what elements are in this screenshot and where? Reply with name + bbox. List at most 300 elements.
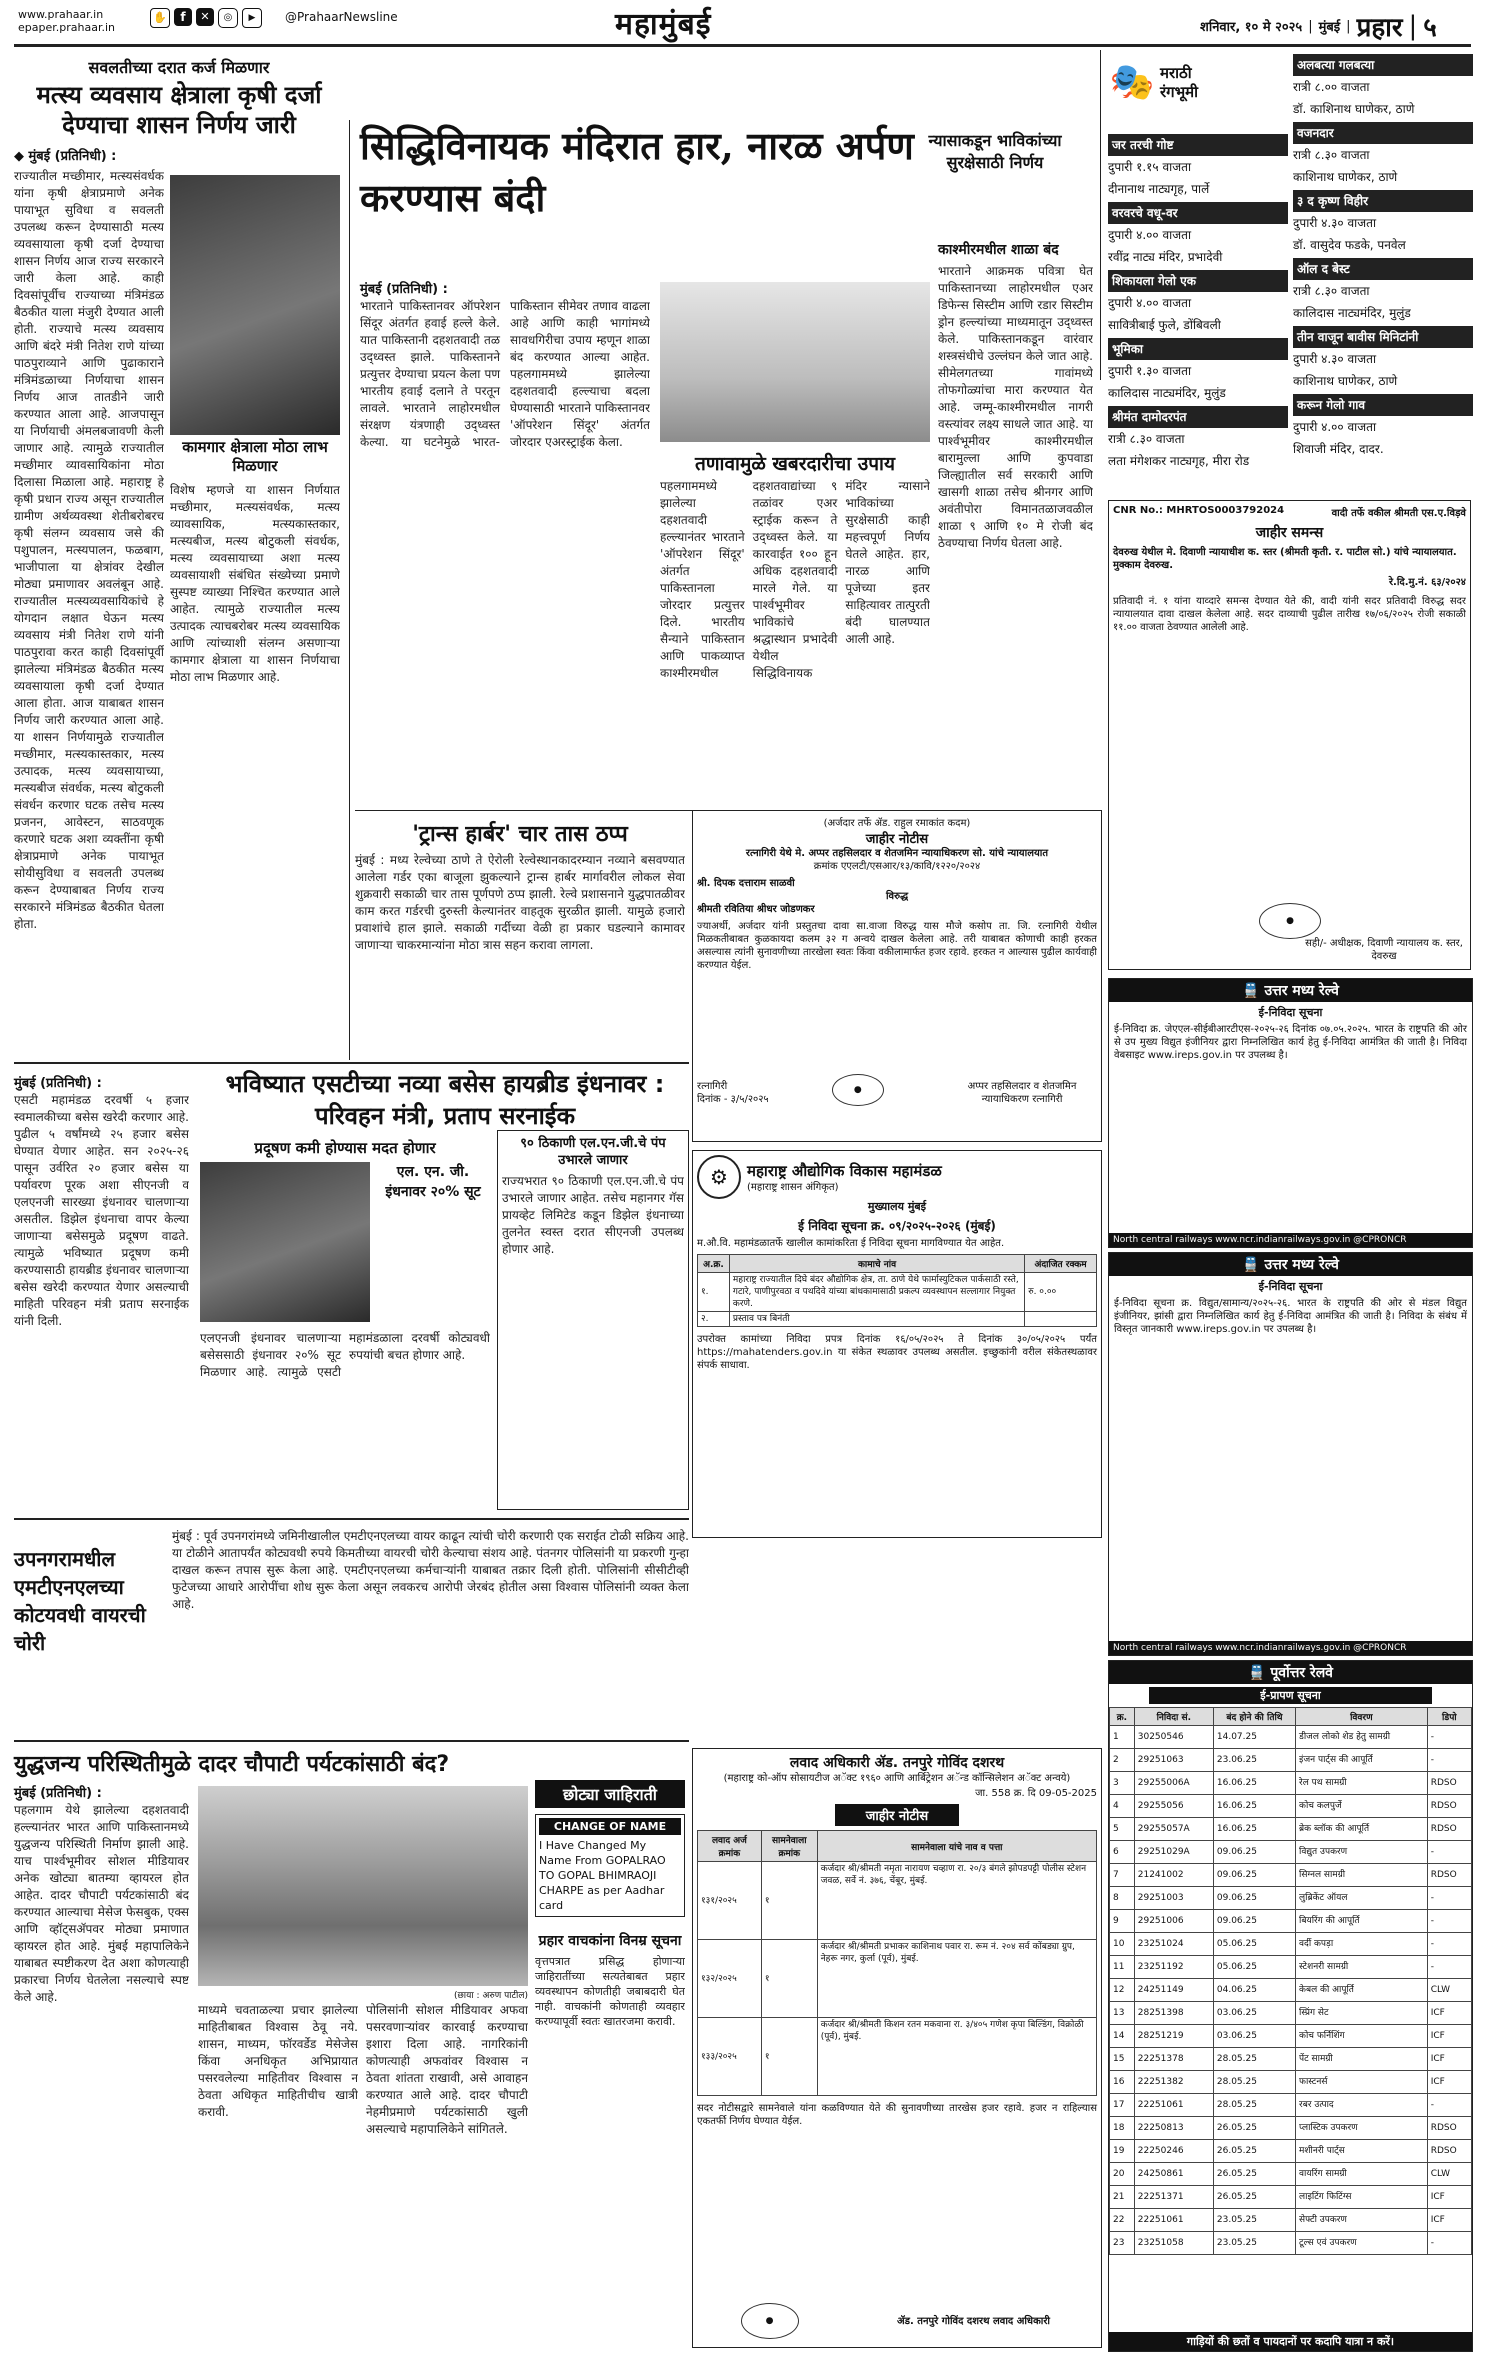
ratnagiri-against: विरुद्ध	[885, 891, 909, 902]
table-row	[1110, 2025, 1472, 2048]
midc-logo-icon: ⚙	[697, 1155, 741, 1199]
table-row	[1110, 1979, 1472, 2002]
eastern-title-bar	[1109, 1661, 1472, 1684]
ratnagiri-top: (अर्जदार तर्फे ॲड. राहुल रमाकांत कदम)	[823, 818, 971, 829]
er-cell-tender: 22250813	[1134, 2117, 1213, 2140]
temple-side-kicker: न्यासाकडून भाविकांच्या सुरक्षेसाठी निर्णय	[928, 131, 1062, 172]
table-row	[698, 1273, 1097, 1312]
railway2-title-bar	[1109, 1253, 1472, 1276]
train-icon: 🚆	[1242, 1257, 1260, 1273]
railway-notice-1	[1108, 978, 1473, 1248]
lng-pumps-body: राज्यभरात ९० ठिकाणी एल.एन.जी.चे पंप उभारले जाणार आहेत. तसेच महानगर गॅस प्रायव्हेट लिमिटेड कडून डिझेल इंधनाच्या तुलनेत स्वस्त दरात सीएनजी उपलब्ध होणार आहे.	[502, 1174, 684, 1256]
er-cell-depot: -	[1427, 1887, 1471, 1910]
fishery-byline-text: मुंबई (प्रतिनिधी) :	[28, 149, 117, 164]
er-cell-desc: पेंट सामग्री	[1296, 2048, 1428, 2071]
table-row	[698, 1862, 1097, 1940]
lawad-footer: सदर नोटीसद्वारे सामनेवाले यांना कळविण्यात येते की सुनावणीच्या तारखेस हजर रहावे. हजर न राहिल्यास एकतर्फी निर्णय घेण्यात येईल.	[697, 2103, 1097, 2127]
table-row	[1110, 1818, 1472, 1841]
table-row	[1110, 1956, 1472, 1979]
midc-tender: ई निविदा सूचना क्र. ०९/२०२५-२०२६ (मुंबई)	[798, 1219, 996, 1233]
ratnagiri-parties	[697, 877, 1097, 916]
er-cell-date: 26.05.25	[1213, 2140, 1295, 2163]
lawad-seal: ●	[741, 2303, 799, 2339]
trans-harbour-headline: 'ट्रान्स हार्बर' चार तास ठप्प	[412, 822, 628, 847]
er-cell-desc: वर्दी कपड़ा	[1296, 1933, 1428, 1956]
lawad-row-party: १	[761, 2018, 817, 2096]
lng-pumps-head: ९० ठिकाणी एल.एन.जी.चे पंप उभारले जाणार	[520, 1136, 666, 1168]
midc-col-amount: अंदाजित रक्कम	[1025, 1255, 1097, 1273]
msrtc-subhead: प्रदूषण कमी होण्यास मदत होणार	[254, 1139, 436, 1157]
sarnaik-photo	[200, 1162, 370, 1322]
er-cell-no: 15	[1110, 2048, 1135, 2071]
lawad-row-no: १३३/२०२५	[698, 2018, 762, 2096]
railway-notice-2	[1108, 1252, 1473, 1656]
er-cell-no: 6	[1110, 1841, 1135, 1864]
midc-table	[697, 1254, 1097, 1327]
show-line: भूमिका	[1108, 338, 1288, 360]
show-line: वजनदार	[1293, 122, 1473, 144]
show-line: सावित्रीबाई फुले, डोंबिवली	[1108, 318, 1221, 332]
lawad-heading: जाहीर नोटीस	[835, 1804, 959, 1826]
table-row	[1110, 2048, 1472, 2071]
show-line: श्रीमंत दामोदरपंत	[1108, 406, 1288, 428]
theft-rule	[14, 1518, 689, 1520]
er-cell-desc: लाइटिंग फिटिंग्स	[1296, 2186, 1428, 2209]
table-row	[1110, 2140, 1472, 2163]
railway2-sub: ई-निविदा सूचना	[1258, 1280, 1323, 1293]
ratnagiri-date: दिनांक - ३/५/२०२५	[697, 1094, 769, 1105]
table-row	[1110, 1933, 1472, 1956]
lawad-col-no: लवाद अर्ज क्रमांक	[698, 1831, 762, 1862]
lng-pumps-box	[497, 1130, 689, 1510]
er-cell-no: 2	[1110, 1749, 1135, 1772]
er-cell-no: 13	[1110, 2002, 1135, 2025]
midc-notice	[692, 1150, 1102, 1538]
table-row	[1110, 2117, 1472, 2140]
railway1-body: ई-निविदा क्र. जेएएल-सीईबीआरटीएस-२०२५-२६ दिनांक ०७.०५.२०२५. भारत के राष्ट्रपति की ओर से उप मुख्य विद्युत इंजीनियर द्वारा निम्नलिखित कार्य हेतु ई-निविदा आमंत्रित की जाती है। निविदा वेबसाइट www.ireps.gov.in पर उपलब्ध है।	[1114, 1024, 1467, 1061]
railway2-body: ई-निविदा सूचना क्र. विद्युत/सामान्य/२०२५-२६. भारत के राष्ट्रपति की ओर से मंडल विद्युत इंजीनियर, झांसी द्वारा निम्नलिखित कार्य हेतु ई-निविदा आमंत्रित की जाती है। निविदा के संबंध में विस्तृत जानकारी www.ireps.gov.in पर उपलब्ध है।	[1114, 1298, 1467, 1335]
lawad-row-party: १	[761, 1940, 817, 2018]
table-row	[1110, 1795, 1472, 1818]
show-line: डॉ. काशिनाथ घाणेकर, ठाणे	[1293, 102, 1415, 116]
show-line: दुपारी ४.०० वाजता	[1108, 296, 1192, 310]
er-cell-desc: केबल की आपूर्ति	[1296, 1979, 1428, 2002]
masthead-rule	[14, 44, 1471, 47]
facebook-icon[interactable]: f	[174, 8, 192, 26]
er-cell-tender: 23251058	[1134, 2232, 1213, 2255]
court-signature: सही/- अधीक्षक, दिवाणी न्यायालय क. स्तर, देवरुख	[1305, 938, 1463, 962]
table-row	[1110, 1864, 1472, 1887]
er-cell-no: 9	[1110, 1910, 1135, 1933]
er-cell-no: 5	[1110, 1818, 1135, 1841]
youtube-icon[interactable]: ▶	[242, 8, 262, 28]
table-row	[1110, 2232, 1472, 2255]
er-cell-depot: -	[1427, 2094, 1471, 2117]
court-case: रे.दि.मु.नं. ६३/२०२४	[1388, 577, 1466, 588]
msrtc-byline-text: मुंबई (प्रतिनिधी) :	[14, 1076, 102, 1091]
show-line: रात्री ८.३० वाजता	[1108, 432, 1185, 446]
er-cell-date: 04.06.25	[1213, 1979, 1295, 2002]
court-cnr: CNR No.: MHRTOS0003792024	[1113, 505, 1285, 516]
ratnagiri-applicant: श्री. दिपक दत्ताराम साळवी	[697, 878, 795, 889]
table-row	[1110, 1772, 1472, 1795]
show-line: जर तरची गोष्ट	[1108, 134, 1288, 156]
er-cell-date: 09.06.25	[1213, 1887, 1295, 1910]
table-row	[1110, 2071, 1472, 2094]
er-cell-no: 11	[1110, 1956, 1135, 1979]
midc-row-no: २.	[698, 1312, 730, 1327]
fishery-col2: विशेष म्हणजे या शासन निर्णयात मच्छीमार, मत्स्यसंवर्धक, मत्स्य व्यावसायिक, मत्स्यकास्तकार, मत्स्यबीज, मत्स्य बोटुकली संवर्धक, मत्स्य व्यवसायाच्या अशा मत्स्य व्यवसायाशी संबंधित संख्येच्या प्रमाणे सुस्पष्ट व्याख्या निश्चित करण्यात आले आहेत. त्यामुळे राज्यातील मत्स्य उत्पादक त्याचबरोबर मत्स्य व्यवसायिक आणि त्यांच्याशी संलग्न असणाऱ्या कामगार क्षेत्राला या शासन निर्णयाचा मोठा लाभ मिळणार आहे.	[170, 483, 340, 684]
show-line: कालिदास नाट्यमंदिर, मुलुंड	[1108, 386, 1226, 400]
court-body: प्रतिवादी नं. १ यांना याव्दारे समन्स देण्यात येते की, वादी यांनी सदर प्रतिवादी विरुद्ध सदर न्यायालयात दावा दाखल केलेला आहे. सदर दाव्याची पुढील तारीख १७/०६/२०२५ रोजी सकाळी ११.०० वाजता ठेवण्यात आलेली आहे.	[1113, 596, 1466, 633]
er-cell-tender: 22251061	[1134, 2094, 1213, 2117]
midc-hq: मुख्यालय मुंबई	[867, 1200, 927, 1213]
ratnagiri-sign: अप्पर तहसिलदार व शेतजमिन न्यायाधिकरण रत्नागिरी	[967, 1081, 1077, 1105]
lawad-col-text: सामनेवाला यांचे नाव व पत्ता	[817, 1831, 1096, 1862]
social-icons	[150, 8, 262, 28]
ratnagiri-court: रत्नागिरी येथे मे. अप्पर तहसिलदार व शेतजमिन न्यायाधिकरण सो. यांचे न्यायालयात	[745, 848, 1049, 859]
social-handle[interactable]: @PrahaarNewsline	[285, 10, 398, 24]
er-cell-tender: 23251192	[1134, 1956, 1213, 1979]
er-cell-date: 28.05.25	[1213, 2048, 1295, 2071]
lawad-sign: ॲड. तनपुरे गोविंद दशरथ लवाद अधिकारी	[896, 2315, 1051, 2327]
show-line: दुपारी ४.३० वाजता	[1293, 216, 1377, 230]
er-cell-no: 12	[1110, 1979, 1135, 2002]
er-col-desc: विवरण	[1296, 1708, 1428, 1726]
show-line: कालिदास नाट्यमंदिर, मुलुंड	[1293, 306, 1411, 320]
show-line: काशिनाथ घाणेकर, ठाणे	[1293, 170, 1398, 184]
er-cell-date: 03.06.25	[1213, 2025, 1295, 2048]
temple-subhead: तणावामुळे खबरदारीचा उपाय	[694, 453, 895, 475]
x-icon[interactable]: ✕	[196, 8, 214, 26]
show-line: वरवरचे वधू-वर	[1108, 202, 1288, 224]
er-cell-desc: विद्युत उपकरण	[1296, 1841, 1428, 1864]
temple-photo	[660, 282, 930, 442]
ratnagiri-respondent: श्रीमती रवितिया श्रीधर जोडणकर	[697, 904, 815, 915]
er-cell-desc: फास्टनर्स	[1296, 2071, 1428, 2094]
er-cell-depot: ICF	[1427, 2071, 1471, 2094]
paper-name: प्रहार	[1356, 13, 1403, 43]
show-line: रात्री ८.०० वाजता	[1293, 80, 1370, 94]
court-seal: ●	[1259, 903, 1321, 939]
eastern-title: पूर्वोत्तर रेलवे	[1270, 1665, 1333, 1681]
change-of-name-head: CHANGE OF NAME	[539, 1818, 681, 1835]
show-line: तीन वाजून बावीस मिनिटांनी	[1293, 326, 1473, 348]
dadar-rule	[14, 1740, 689, 1742]
instagram-icon[interactable]: ◎	[218, 8, 238, 28]
show-line: लता मंगेशकर नाट्यगृह, मीरा रोड	[1108, 454, 1250, 468]
railway1-sub: ई-निविदा सूचना	[1258, 1006, 1323, 1019]
er-cell-tender: 29255056	[1134, 1795, 1213, 1818]
table-row	[1110, 2163, 1472, 2186]
lawad-table	[697, 1830, 1097, 2096]
table-row	[698, 1312, 1097, 1327]
lawad-title: लवाद अधिकारी ॲड. तनपुरे गोविंद दशरथ	[789, 1755, 1005, 1771]
court-notice-devrukh	[1108, 500, 1471, 970]
er-col-tender: निविदा सं.	[1134, 1708, 1213, 1726]
ratnagiri-body: ज्याअर्थी, अर्जदार यांनी प्रस्तुतचा दावा सा.वाजा विरुद्ध यास मौजे कसोप ता. जि. रत्नागिरी येथील मिळकतीबाबत कुळकायदा कलम ३२ ग अन्वये दाखल केलेला आहे. तरी याबाबत कोणाची काही हरकत असल्यास त्यांनी सुनावणीच्या तारखेला स्वतः किंवा वकीलामार्फत हजर रहावे. हरकत न आल्यास पुढील कार्यवाही करण्यात येईल.	[697, 921, 1097, 971]
lawad-row-no: १३२/२०२५	[698, 1940, 762, 2018]
court-advocate: वादी तर्फे वकील श्रीमती एस.ए.विड़वे	[1331, 508, 1466, 519]
kashmir-box-body: भारताने आक्रमक पवित्रा घेत पाकिस्तानच्या लाहोरमधील एअर डिफेन्स सिस्टीम आणि रडार सिस्टीम ड्रोन हल्ल्यांच्या माध्यमातून उद्ध्वस्त केले. पाकिस्तानकडून वारंवार शस्त्रसंधीचे उल्लंघन केले जात आहे. सीमेलगतच्या गावांमध्ये तोफगोळ्यांचा मारा करण्यात येत आहे. जम्मू-काश्मीरमधील नागरी वस्त्यांवर लक्ष्य साधले जात आहे. या पार्श्वभूमीवर काश्मीरमधील बारामुल्ला आणि कुपवाडा जिल्ह्यातील सर्व सरकारी आणि खासगी शाळा तसेच श्रीनगर आणि अवंतीपोरा विमानतळाजवळील शाळा ९ आणि १० मे रोजी बंद ठेवण्याचा निर्णय घेतला आहे.	[938, 264, 1093, 550]
er-cell-depot: RDSO	[1427, 1864, 1471, 1887]
midc-org-sub: (महाराष्ट्र शासन अंगिकृत)	[747, 1181, 839, 1193]
table-row	[1110, 2209, 1472, 2232]
er-cell-no: 7	[1110, 1864, 1135, 1887]
er-cell-desc: स्टेशनरी सामग्री	[1296, 1956, 1428, 1979]
court-name: देवरुख येथील मे. दिवाणी न्यायाधीश क. स्तर (श्रीमती कृती. र. पाटील सो.) यांचे न्यायालयात. मुक्काम देवरुख.	[1113, 547, 1457, 571]
dadar-body: पहलगाम येथे झालेल्या दहशतवादी हल्ल्यानंतर भारत आणि पाकिस्तानमध्ये युद्धजन्य परिस्थिती निर्माण झाली आहे. याच पार्श्वभूमीवर सोशल मीडियावर अनेक खोट्या बातम्या व्हायरल होत आहेत. दादर चौपाटी पर्यटकांसाठी बंद करण्यात आल्याचा मेसेज फेसबुक, एक्स आणि व्हॉट्सॲपवर मोठ्या प्रमाणात व्हायरल होत आहे. मुंबई महापालिकेने याबाबत स्पष्टीकरण देत अशा कोणत्याही प्रकारचा निर्णय घेतलेला नसल्याचे स्पष्ट केले आहे.	[14, 1803, 189, 2004]
dadar-col3: पोलिसांनी सोशल मीडियावर अफवा पसरवणाऱ्यांवर कारवाई करण्याचा इशारा दिला आहे. नागरिकांनी कोणत्याही अफवांवर विश्वास न ठेवता शांतता राखावी, असे आवाहन करण्यात आले आहे. दादर चौपाटी नेहमीप्रमाणे पर्यटकांसाठी खुली असल्याचे महापालिकेने सांगितले.	[366, 2003, 528, 2136]
show-line: शिकायला गेलो एक	[1108, 270, 1288, 292]
er-cell-desc: प्लास्टिक उपकरण	[1296, 2117, 1428, 2140]
er-cell-date: 09.06.25	[1213, 1841, 1295, 1864]
er-cell-depot: RDSO	[1427, 2140, 1471, 2163]
er-cell-desc: इंजन पार्ट्स की आपूर्ति	[1296, 1749, 1428, 1772]
table-row	[1110, 1726, 1472, 1749]
midc-row-work: प्रस्ताव पत्र बिनंती	[729, 1312, 1024, 1327]
url-main[interactable]: www.prahaar.in	[18, 8, 104, 21]
er-cell-depot: -	[1427, 1910, 1471, 1933]
er-cell-desc: रबर उत्पाद	[1296, 2094, 1428, 2117]
midc-intro: म.औ.वि. महामंडळातर्फे खालील कामांकरिता ई निविदा सूचना मागविण्यात येत आहेत.	[697, 1238, 1005, 1249]
table-row	[1110, 1887, 1472, 1910]
er-cell-depot: RDSO	[1427, 1772, 1471, 1795]
temple-byline-text: मुंबई (प्रतिनिधी) :	[360, 282, 448, 297]
er-cell-tender: 22250246	[1134, 2140, 1213, 2163]
temple-body2: पहलगाममध्ये झालेल्या दहशतवादी हल्ल्यानंतर भारताने 'ऑपरेशन सिंदूर' अंतर्गत पाकिस्तानला जोरदार प्रत्युत्तर दिले. भारतीय सैन्याने पाकिस्तान आणि पाकव्याप्त काश्मीरमधील दहशतवाद्यांच्या ९ तळांवर एअर स्ट्राईक करून ते उद्ध्वस्त केले. या कारवाईत १०० हून अधिक दहशतवादी मारले गेले. या पार्श्वभूमीवर भाविकांचे श्रद्धास्थान प्रभादेवी येथील सिद्धिविनायक मंदिर न्यासाने भाविकांच्या सुरक्षेसाठी काही महत्त्वपूर्ण निर्णय घेतले आहेत. हार, नारळ आणि पूजेच्या इतर साहित्यावर तात्पुरती बंदी घालण्यात आली आहे.	[660, 479, 930, 680]
er-cell-desc: बियरिंग की आपूर्ति	[1296, 1910, 1428, 1933]
midc-row-amount	[1025, 1312, 1097, 1327]
er-cell-no: 19	[1110, 2140, 1135, 2163]
table-row	[1110, 1749, 1472, 1772]
er-cell-tender: 22251061	[1134, 2209, 1213, 2232]
er-cell-date: 03.06.25	[1213, 2002, 1295, 2025]
er-cell-depot: ICF	[1427, 2025, 1471, 2048]
masthead-right: शनिवार, १० मे २०२५ | मुंबई | प्रहार | ५	[1200, 8, 1437, 44]
show-line: डॉ. वासुदेव फडके, पनवेल	[1293, 238, 1406, 252]
dadar-byline	[14, 1782, 102, 1801]
eastern-railway-notice	[1108, 1660, 1473, 2352]
er-cell-no: 23	[1110, 2232, 1135, 2255]
midc-org: महाराष्ट्र औद्योगिक विकास महामंडळ	[747, 1161, 942, 1180]
train-icon: 🚆	[1242, 983, 1260, 999]
train-icon: 🚆	[1248, 1665, 1266, 1681]
small-ads-title: छोट्या जाहिराती	[535, 1780, 685, 1808]
show-line: अलबत्या गलबत्या	[1293, 54, 1473, 76]
prahar-notice-head: प्रहार वाचकांना विनम्र सूचना	[538, 1933, 682, 1949]
er-cell-tender: 28251219	[1134, 2025, 1213, 2048]
show-line: ३ द कृष्ण विहीर	[1293, 190, 1473, 212]
ratnagiri-title: जाहीर नोटीस	[865, 832, 929, 847]
eastern-table	[1109, 1707, 1472, 2255]
er-cell-tender: 29251006	[1134, 1910, 1213, 1933]
er-col-no: क्र.	[1110, 1708, 1135, 1726]
kashmir-box	[938, 240, 1093, 770]
rangbhumi-col2	[1293, 52, 1473, 460]
railway2-title: उत्तर मध्य रेल्वे	[1264, 1257, 1339, 1273]
show-line: रात्री ८.३० वाजता	[1293, 284, 1370, 298]
er-cell-no: 18	[1110, 2117, 1135, 2140]
temple-headline: सिद्धिविनायक मंदिरात हार, नारळ अर्पण करण्यास बंदी	[360, 123, 914, 220]
midc-col-work: कामाचे नांव	[729, 1255, 1024, 1273]
lawad-ref: जा. 558 क्र. दि 09-05-2025	[975, 1788, 1097, 1799]
er-cell-date: 16.06.25	[1213, 1795, 1295, 1818]
page-number: ५	[1423, 13, 1437, 43]
table-row	[698, 2018, 1097, 2096]
theatre-masks-icon: 🎭	[1109, 62, 1155, 103]
er-cell-date: 26.05.25	[1213, 2163, 1295, 2186]
dadar-byline-text: मुंबई (प्रतिनिधी) :	[14, 1786, 102, 1801]
lng-box-head: एल. एन. जी. इंधनावर २०% सूट	[385, 1164, 481, 1200]
er-cell-date: 28.05.25	[1213, 2094, 1295, 2117]
er-cell-tender: 28251398	[1134, 2002, 1213, 2025]
er-cell-date: 14.07.25	[1213, 1726, 1295, 1749]
show-line: रवींद्र नाट्य मंदिर, प्रभादेवी	[1108, 250, 1223, 264]
er-cell-desc: ब्रेक ब्लॉक की आपूर्ति	[1296, 1818, 1428, 1841]
table-row	[1110, 2186, 1472, 2209]
railway2-footer[interactable]: North central railways www.ncr.indianrailways.gov.in @CPRONCR	[1109, 1641, 1472, 1655]
er-cell-no: 8	[1110, 1887, 1135, 1910]
er-cell-date: 26.05.25	[1213, 2186, 1295, 2209]
er-cell-tender: 29251003	[1134, 1887, 1213, 1910]
lawad-row-party: १	[761, 1862, 817, 1940]
prahar-notice-body: वृत्तपत्रात प्रसिद्ध होणाऱ्या जाहिरातींच्या सत्यतेबाबत प्रहार व्यवस्थापन कोणतीही जबाबदारी घेत नाही. वाचकांनी कोणताही व्यवहार करण्यापूर्वी स्वतः खातरजमा करावी.	[535, 1955, 685, 2028]
er-cell-tender: 29255006A	[1134, 1772, 1213, 1795]
er-cell-no: 22	[1110, 2209, 1135, 2232]
railway1-title-bar	[1109, 979, 1472, 1002]
er-cell-date: 09.06.25	[1213, 1910, 1295, 1933]
er-cell-date: 23.06.25	[1213, 1749, 1295, 1772]
er-cell-depot: -	[1427, 1726, 1471, 1749]
kashmir-box-head: काश्मीरमधील शाळा बंद	[938, 242, 1059, 258]
lawad-col-party: सामनेवाला क्रमांक	[761, 1831, 817, 1862]
show-line: दुपारी १.१५ वाजता	[1108, 160, 1192, 174]
ratnagiri-place: रत्नागिरी	[697, 1081, 728, 1092]
er-cell-date: 09.06.25	[1213, 1864, 1295, 1887]
er-cell-no: 4	[1110, 1795, 1135, 1818]
dadar-photo	[198, 1786, 528, 1986]
railway1-footer[interactable]: North central railways www.ncr.indianrailways.gov.in @CPRONCR	[1109, 1233, 1472, 1247]
midc-row-no: १.	[698, 1273, 730, 1312]
url-epaper[interactable]: epaper.prahaar.in	[18, 21, 115, 34]
lawad-row-text: कर्जदार श्री/श्रीमती प्रभाकर काशिनाथ पवार रा. रूम नं. २०४ सर्व कोंबड्या ग्रुप, नेहरू नगर, कुर्ला (पूर्व), मुंबई.	[817, 1940, 1096, 2018]
section-title: महामुंबई	[615, 7, 712, 42]
msrtc-byline	[14, 1072, 102, 1091]
er-cell-tender: 29251063	[1134, 1749, 1213, 1772]
er-cell-desc: टूल्स एवं उपकरण	[1296, 2232, 1428, 2255]
table-row	[1110, 2094, 1472, 2117]
midc-row-amount: रु. ०.००	[1025, 1273, 1097, 1312]
er-cell-date: 05.06.25	[1213, 1933, 1295, 1956]
er-cell-depot: -	[1427, 2232, 1471, 2255]
dadar-headline: युद्धजन्य परिस्थितीमुळे दादर चौपाटी पर्यटकांसाठी बंद?	[14, 1752, 450, 1777]
er-cell-no: 14	[1110, 2025, 1135, 2048]
show-line: दुपारी ४.०० वाजता	[1108, 228, 1192, 242]
railway1-title: उत्तर मध्य रेल्वे	[1264, 983, 1339, 999]
er-cell-tender: 30250546	[1134, 1726, 1213, 1749]
er-cell-no: 3	[1110, 1772, 1135, 1795]
rangbhumi-title: मराठी रंगभूमी	[1160, 64, 1198, 101]
er-cell-tender: 29255057A	[1134, 1818, 1213, 1841]
show-line: काशिनाथ घाणेकर, ठाणे	[1293, 374, 1398, 388]
table-row	[698, 1940, 1097, 2018]
er-cell-tender: 21241002	[1134, 1864, 1213, 1887]
show-line: ऑल द बेस्ट	[1293, 258, 1473, 280]
er-cell-no: 17	[1110, 2094, 1135, 2117]
er-cell-date: 26.05.25	[1213, 2117, 1295, 2140]
temple-divider	[1100, 50, 1101, 380]
er-cell-date: 23.05.25	[1213, 2209, 1295, 2232]
er-cell-date: 05.06.25	[1213, 1956, 1295, 1979]
er-cell-desc: मशीनरी पार्ट्स	[1296, 2140, 1428, 2163]
er-col-date: बंद होने की तिथि	[1213, 1708, 1295, 1726]
er-cell-no: 21	[1110, 2186, 1135, 2209]
fishery-photo-caption: कामगार क्षेत्राला मोठा लाभ मिळणार	[182, 438, 328, 475]
er-cell-depot: CLW	[1427, 2163, 1471, 2186]
theft-body: मुंबई : पूर्व उपनगरांमध्ये जमिनीखालील एमटीएनएलच्या वायर काढून त्यांची चोरी करणारी एक सराईत टोळी सक्रिय आहे. या टोळीने आतापर्यंत कोट्यवधी रुपये किमतीच्या वायरची चोरी केल्याचा संशय आहे. पंतनगर पोलिसांनी या प्रकरणी गुन्हा दाखल करून तपास सुरू केला आहे. एमटीएनएलच्या कर्मचाऱ्यांनी याबाबत तक्रार दिली होती. पोलिसांनी सीसीटीव्ही फुटेजच्या आधारे आरोपींचा शोध सुरू केला असून लवकरच आरोपी जेरबंद होतील असा विश्वास पोलिसांनी व्यक्त केला आहे.	[172, 1529, 689, 1611]
msrtc-headline: भविष्यात एसटीच्या नव्या बसेस हायब्रीड इंधनावर : परिवहन मंत्री, प्रताप सरनाईक	[225, 1070, 665, 1130]
er-cell-desc: सेफ्टी उपकरण	[1296, 2209, 1428, 2232]
er-cell-depot: ICF	[1427, 2002, 1471, 2025]
er-cell-date: 16.06.25	[1213, 1772, 1295, 1795]
er-col-depot: डिपो	[1427, 1708, 1471, 1726]
show-line: रात्री ८.३० वाजता	[1293, 148, 1370, 162]
dadar-col2: माध्यमे चवताळल्या प्रचार झालेल्या माहितीबाबत विश्वास ठेवू नये. शासन, माध्यम, फॉरवर्डेड मेसेजेस किंवा अनधिकृत अभिप्रायात पसरवलेल्या माहितीवर विश्वास न ठेवता अधिकृत माहितीचीच खात्री करावी.	[198, 2003, 358, 2119]
minister-photo	[170, 175, 340, 435]
eastern-sub: ई-प्रापण सूचना	[1149, 1687, 1432, 1704]
er-cell-tender: 24250861	[1134, 2163, 1213, 2186]
show-line: दुपारी ४.३० वाजता	[1293, 352, 1377, 366]
small-ads	[535, 1780, 685, 2350]
midc-footer: उपरोक्त कामांच्या निविदा प्रपत्र दिनांक १६/०५/२०२५ ते दिनांक ३०/०५/२०२५ पर्यंत https://mahatenders.gov.in या संकेत स्थळावर उपलब्ध असतील. इच्छुकांनी वरील संकेतस्थळावर संपर्क साधावा.	[697, 1334, 1097, 1371]
show-line: दुपारी ४.०० वाजता	[1293, 420, 1377, 434]
lawad-row-no: १३१/२०२५	[698, 1862, 762, 1940]
fishery-headline: मत्स्य व्यवसाय क्षेत्राला कृषी दर्जा देण्याचा शासन निर्णय जारी	[36, 81, 322, 139]
midc-row-work: महाराष्ट्र राज्यातील दिघे बंदर औद्योगिक क्षेत्र, ता. ठाणे येथे फार्मास्युटिकल पार्कसाठी रस्ते, गटारे, पाणीपुरवठा व पथदिवे यांच्या बांधकामासाठी प्रकल्प व्यवस्थापन सल्लागार नियुक्त करणे.	[729, 1273, 1024, 1312]
er-cell-tender: 24251149	[1134, 1979, 1213, 2002]
trans-harbour-body: मुंबई : मध्य रेल्वेच्या ठाणे ते ऐरोली रेल्वेस्थानकादरम्यान नव्याने बसवण्यात आलेला गर्डर एका बाजूला झुकल्याने ट्रान्स हार्बर मार्गावरील लोकल सेवा शुक्रवारी सकाळी चार तास पूर्णपणे ठप्प झाली. रेल्वे प्रशासनाने युद्धपातळीवर काम करत गर्डरची दुरुस्ती केल्यानंतर वाहतूक सुरळीत झाली. यामुळे हजारो प्रवाशांचे हाल झाले. सकाळी गर्दीच्या वेळी हा प्रकार घडल्याने कामावर जाणाऱ्या चाकरमान्यांना मोठा त्रास सहन करावा लागला.	[355, 853, 685, 952]
er-cell-depot: RDSO	[1427, 1795, 1471, 1818]
er-cell-tender: 29251029A	[1134, 1841, 1213, 1864]
er-cell-desc: डीजल लोको शेड हेतु सामग्री	[1296, 1726, 1428, 1749]
er-cell-no: 16	[1110, 2071, 1135, 2094]
hand-icon: ✋	[150, 8, 170, 28]
ratnagiri-notice	[692, 810, 1102, 1142]
er-cell-date: 23.05.25	[1213, 2232, 1295, 2255]
rangbhumi-box	[1108, 52, 1473, 502]
ratnagiri-case: क्रमांक एएलटी/एसआर/१३/कावि/१२२०/२०२४	[813, 861, 981, 872]
er-cell-depot: ICF	[1427, 2209, 1471, 2232]
msrtc-body: एसटी महामंडळ दरवर्षी ५ हजार स्वमालकीच्या बसेस खरेदी करणार आहे. पुढील ५ वर्षांमध्ये २५ हजार बसेस घेण्यात येणार आहेत. सन २०२५-२६ पासून उर्वरित २० हजार बसेस या पर्यावरण पूरक अशा सीएनजी व एलएनजी सारख्या इंधनावर चालणाऱ्या असतील. डिझेल इंधनाचा वापर केल्या जाणाऱ्या बसेसमुळे प्रदूषण वाढते. त्यामुळे भविष्यात प्रदूषण कमी करण्यासाठी हायब्रीड इंधनावर चालणाऱ्या बसेस खरेदी करण्यात येणार असल्याची माहिती परिवहन मंत्री प्रताप सरनाईक यांनी दिली.	[14, 1093, 189, 1328]
msrtc-rule	[14, 1062, 689, 1064]
er-cell-depot: RDSO	[1427, 2117, 1471, 2140]
court-title: जाहीर समन्स	[1255, 525, 1324, 541]
midc-col-no: अ.क्र.	[698, 1255, 730, 1273]
er-cell-tender: 22251382	[1134, 2071, 1213, 2094]
masthead-urls	[18, 8, 115, 34]
temple-body: भारताने पाकिस्तानवर ऑपरेशन सिंदूर अंतर्गत हवाई हल्ले केले. यात पाकिस्तानी दहशतवादी तळ उद्ध्वस्त झाले. पाकिस्तानने प्रत्युत्तर देण्याचा प्रयत्न केला पण भारतीय हवाई दलाने ते परतून लावले. भारताने लाहोरमधील संरक्षण यंत्रणाही उद्ध्वस्त केल्या. या घटनेमुळे भारत-पाकिस्तान सीमेवर तणाव वाढला आहे आणि काही भागांमध्ये सावधगिरीचा उपाय म्हणून शाळा बंद करण्यात आल्या आहेत. पहलगाममध्ये झालेल्या दहशतवादी हल्ल्याचा बदला घेण्यासाठी भारताने पाकिस्तानवर 'ऑपरेशन सिंदूर' अंतर्गत जोरदार एअरस्ट्राईक केला.	[360, 299, 650, 449]
theft-headline: उपनगरामधील एमटीएनएलच्या कोटयवधी वायरची चोरी	[14, 1547, 146, 1655]
er-cell-depot: -	[1427, 1841, 1471, 1864]
show-line: करून गेलो गाव	[1293, 394, 1473, 416]
er-cell-date: 16.06.25	[1213, 1818, 1295, 1841]
er-cell-desc: रेल पथ सामग्री	[1296, 1772, 1428, 1795]
er-cell-depot: -	[1427, 1933, 1471, 1956]
dadar-photo-caption: (छाया : अरुण पाटील)	[453, 1991, 528, 2001]
show-line: दीनानाथ नाट्यगृह, पार्ले	[1108, 182, 1210, 196]
table-row	[1110, 1841, 1472, 1864]
